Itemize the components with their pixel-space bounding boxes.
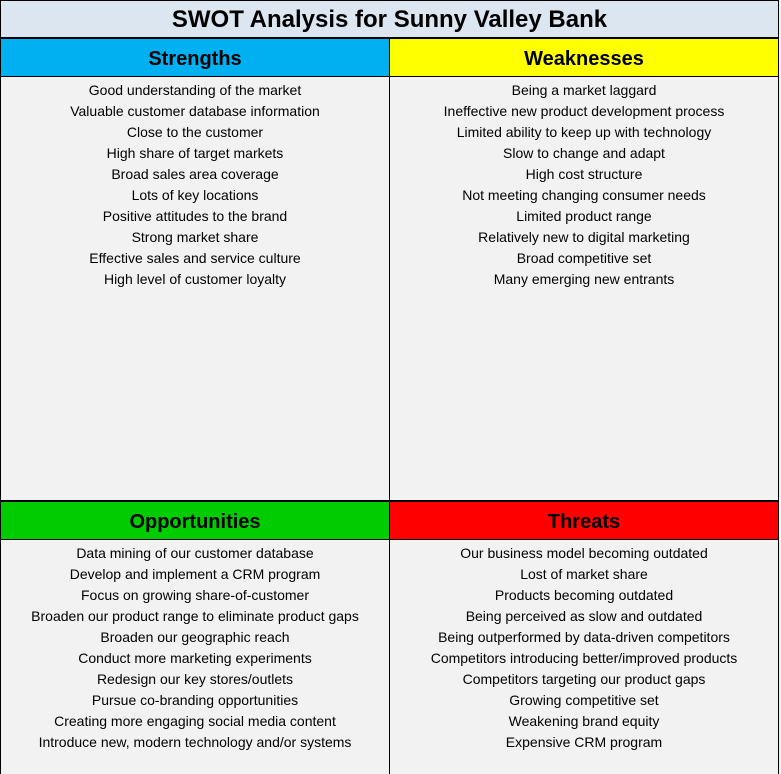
list-item[interactable]: High level of customer loyalty [103, 271, 287, 287]
list-item[interactable]: Relatively new to digital marketing [478, 229, 690, 245]
opportunities-heading[interactable]: Opportunities [1, 501, 389, 540]
list-item[interactable]: Products becoming outdated [494, 587, 674, 603]
list-item[interactable]: Lots of key locations [131, 187, 259, 203]
opportunities-list [1, 540, 389, 753]
list-item[interactable]: Introduce new, modern technology and/or systems [38, 734, 352, 750]
weaknesses-quadrant [390, 38, 779, 501]
list-item[interactable]: Valuable customer database information [70, 103, 320, 119]
page-title[interactable]: SWOT Analysis for Sunny Valley Bank [0, 0, 779, 38]
list-item[interactable]: Effective sales and service culture [89, 250, 301, 266]
list-item[interactable]: Being a market laggard [511, 82, 657, 98]
strengths-heading[interactable]: Strengths [1, 38, 389, 77]
list-item[interactable]: Many emerging new entrants [493, 271, 675, 287]
strengths-quadrant [0, 38, 390, 501]
opportunities-quadrant [0, 501, 390, 774]
list-item[interactable]: Broad competitive set [516, 250, 652, 266]
list-item[interactable]: Slow to change and adapt [503, 145, 665, 161]
list-item[interactable]: Conduct more marketing experiments [78, 650, 312, 666]
list-item[interactable]: Focus on growing share-of-customer [81, 587, 309, 603]
list-item[interactable]: Close to the customer [126, 124, 264, 140]
list-item[interactable]: High cost structure [525, 166, 643, 182]
strengths-list [1, 77, 389, 290]
list-item[interactable]: Our business model becoming outdated [460, 545, 708, 561]
list-item[interactable]: Being outperformed by data-driven competitors [438, 629, 730, 645]
list-item[interactable]: Good understanding of the market [88, 82, 302, 98]
list-item[interactable]: Pursue co-branding opportunities [91, 692, 299, 708]
list-item[interactable]: Redesign our key stores/outlets [96, 671, 294, 687]
list-item[interactable]: Develop and implement a CRM program [69, 566, 321, 582]
weaknesses-list [390, 77, 778, 290]
list-item[interactable]: Ineffective new product development process [443, 103, 725, 119]
list-item[interactable]: Positive attitudes to the brand [102, 208, 288, 224]
list-item[interactable]: Creating more engaging social media content [54, 713, 336, 729]
threats-list [390, 540, 778, 753]
list-item[interactable]: Limited ability to keep up with technology [456, 124, 712, 140]
list-item[interactable]: Competitors targeting our product gaps [462, 671, 706, 687]
list-item[interactable]: Broad sales area coverage [111, 166, 279, 182]
list-item[interactable]: Not meeting changing consumer needs [462, 187, 706, 203]
list-item[interactable]: Lost of market share [520, 566, 648, 582]
list-item[interactable]: Data mining of our customer database [76, 545, 314, 561]
list-item[interactable]: Growing competitive set [509, 692, 659, 708]
list-item[interactable]: Expensive CRM program [505, 734, 663, 750]
threats-heading[interactable]: Threats [390, 501, 778, 540]
list-item[interactable]: Being perceived as slow and outdated [465, 608, 703, 624]
list-item[interactable]: High share of target markets [106, 145, 284, 161]
weaknesses-heading[interactable]: Weaknesses [390, 38, 778, 77]
list-item[interactable]: Weakening brand equity [508, 713, 660, 729]
list-item[interactable]: Limited product range [516, 208, 652, 224]
list-item[interactable]: Strong market share [131, 229, 259, 245]
threats-quadrant [390, 501, 779, 774]
list-item[interactable]: Competitors introducing better/improved products [430, 650, 738, 666]
list-item[interactable]: Broaden our geographic reach [100, 629, 290, 645]
list-item[interactable]: Broaden our product range to eliminate product gaps [31, 608, 359, 624]
